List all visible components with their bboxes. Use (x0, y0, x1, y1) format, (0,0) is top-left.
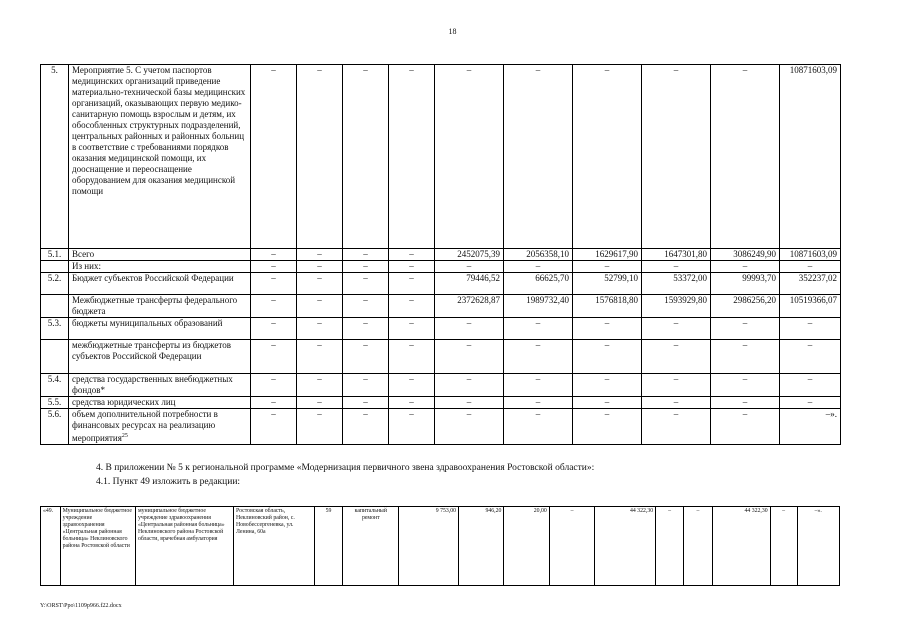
value-cell: – (343, 397, 389, 409)
row-name (69, 295, 251, 318)
value-cell: – (297, 409, 343, 445)
value-cell: – (251, 374, 297, 397)
value-cell: 79446,52 (435, 273, 504, 295)
value-cell: – (573, 340, 642, 374)
value-cell: – (389, 374, 435, 397)
value-cell: 2372628,87 (435, 295, 504, 318)
value-cell: – (251, 340, 297, 374)
value-cell: – (251, 273, 297, 295)
file-path: Y:\ORST\Ppo\1109p966.f22.docx (40, 603, 122, 609)
value-cell: 53372,00 (642, 273, 711, 295)
row-name-text: Из них: (72, 261, 101, 271)
item-49-row (41, 507, 840, 586)
item-cell: Ростовская область, Неклиновский район, с. Новобессергеневка, ул. Ленина, 60а (234, 507, 315, 586)
value-cell: – (343, 249, 389, 261)
value-cell: – (389, 318, 435, 340)
value-cell: – (642, 261, 711, 273)
value-cell: – (642, 65, 711, 249)
value-cell: – (573, 318, 642, 340)
value-cell: 10871603,09 (780, 249, 841, 261)
row-name-text: Бюджет субъектов Российской Федерации (72, 273, 234, 283)
value-cell: – (297, 397, 343, 409)
value-cell: – (504, 261, 573, 273)
value-cell: – (297, 261, 343, 273)
value-cell: – (343, 261, 389, 273)
value-cell: 1989732,40 (504, 295, 573, 318)
value-cell: – (251, 397, 297, 409)
row-name-text: средства юридических лиц (72, 397, 176, 407)
value-cell: – (573, 374, 642, 397)
value-cell: – (642, 340, 711, 374)
value-cell: – (573, 409, 642, 445)
row-name (69, 65, 251, 249)
row-number: 5.6. (41, 409, 69, 445)
value-cell: – (297, 273, 343, 295)
item-cell: Муниципальное бюджетное учреждение здравоохранения «Центральная районная больница» Неклиновского района Ростовской области (60, 507, 135, 586)
value-cell: – (389, 273, 435, 295)
value-cell: – (435, 374, 504, 397)
value-cell: 2452075,39 (435, 249, 504, 261)
item-cell: 20,00 (504, 507, 549, 586)
value-cell: – (504, 409, 573, 445)
value-cell: – (389, 249, 435, 261)
value-cell: – (343, 340, 389, 374)
row-name (69, 273, 251, 295)
item-49-table (40, 506, 840, 586)
item-cell: – (549, 507, 594, 586)
value-cell: – (711, 409, 780, 445)
table-row (41, 273, 841, 295)
value-cell: – (573, 261, 642, 273)
item-cell: 44 322,30 (712, 507, 770, 586)
row-name-text: межбюджетные трансферты из бюджетов субъектов Российской Федерации (72, 340, 231, 361)
row-name (69, 261, 251, 273)
row-name-text: средства государственных внебюджетных фондов* (72, 374, 233, 395)
value-cell: 1593929,80 (642, 295, 711, 318)
amendment-subparagraph: 4.1. Пункт 49 изложить в редакции: (96, 477, 241, 487)
value-cell: 66625,70 (504, 273, 573, 295)
row-name-text: Мероприятие 5. С учетом паспортов медицинских организаций приведение материально-технической базы медицинских организаций, оказывающих первую медико-санитарную помощь взрослым и детям, их обособленных структурных подразделений, центральных районных и районных больниц в соответствие с требованиями порядков оказания медицинской помощи, их дооснащение и переоснащение оборудованием для оказания медицинской помощи (72, 65, 246, 196)
value-cell: – (504, 65, 573, 249)
value-cell: – (780, 397, 841, 409)
row-number: 5.3. (41, 318, 69, 340)
value-cell: – (343, 318, 389, 340)
row-number: 5.1. (41, 249, 69, 261)
value-cell: – (435, 409, 504, 445)
value-cell: – (711, 318, 780, 340)
value-cell: – (389, 397, 435, 409)
value-cell: – (297, 374, 343, 397)
value-cell: – (435, 397, 504, 409)
value-cell: – (297, 340, 343, 374)
row-number: 5.4. (41, 374, 69, 397)
value-cell: – (711, 397, 780, 409)
value-cell: – (504, 397, 573, 409)
value-cell: – (780, 318, 841, 340)
row-number (41, 261, 69, 273)
row-name-text: Всего (72, 249, 95, 259)
item-cell: 946,20 (459, 507, 504, 586)
value-cell: – (504, 374, 573, 397)
value-cell: – (251, 65, 297, 249)
value-cell: – (711, 340, 780, 374)
value-cell: – (389, 409, 435, 445)
value-cell: – (297, 65, 343, 249)
value-cell: – (435, 318, 504, 340)
item-cell: – (770, 507, 797, 586)
item-cell: 59 (314, 507, 343, 586)
value-cell: – (780, 261, 841, 273)
value-cell: – (251, 261, 297, 273)
row-name-text: Межбюджетные трансферты федерального бюджета (72, 295, 238, 316)
value-cell: 52799,10 (573, 273, 642, 295)
value-cell: – (251, 295, 297, 318)
value-cell: – (435, 340, 504, 374)
value-cell: – (711, 374, 780, 397)
value-cell: – (343, 295, 389, 318)
value-cell: – (251, 409, 297, 445)
item-cell: капитальный ремонт (343, 507, 399, 586)
page-number: 18 (448, 27, 457, 36)
table-row (41, 409, 841, 445)
row-number (41, 295, 69, 318)
value-cell: – (573, 65, 642, 249)
value-cell: – (389, 340, 435, 374)
table-row (41, 318, 841, 340)
value-cell: 1576818,80 (573, 295, 642, 318)
row-name (69, 340, 251, 374)
item-cell: –». (797, 507, 840, 586)
row-name (69, 397, 251, 409)
value-cell: 1647301,80 (642, 249, 711, 261)
value-cell: – (642, 397, 711, 409)
item-cell: 44 322,30 (595, 507, 656, 586)
item-cell: муниципальное бюджетное учреждение здравоохранения «Центральная районная больница» Неклиновского района Ростовской области, врачебная амбулатория (135, 507, 233, 586)
value-cell: 352237,02 (780, 273, 841, 295)
row-name (69, 249, 251, 261)
value-cell: – (251, 249, 297, 261)
value-cell: – (251, 318, 297, 340)
value-cell: – (435, 65, 504, 249)
value-cell: – (297, 318, 343, 340)
value-cell: – (343, 65, 389, 249)
value-cell: – (435, 261, 504, 273)
row-number: 5. (41, 65, 69, 249)
value-cell: 3086249,90 (711, 249, 780, 261)
value-cell: – (642, 374, 711, 397)
value-cell: – (297, 295, 343, 318)
value-cell: – (642, 318, 711, 340)
row-number: 5.2. (41, 273, 69, 295)
funding-table (40, 64, 841, 445)
row-name-text: объем дополнительной потребности в финансовых ресурсах на реализацию мероприятия (72, 409, 218, 443)
value-cell: – (504, 340, 573, 374)
value-cell: – (711, 65, 780, 249)
table-row (41, 249, 841, 261)
value-cell: – (389, 65, 435, 249)
table-row (41, 397, 841, 409)
row-name (69, 409, 251, 445)
item-cell: – (656, 507, 684, 586)
value-cell: – (343, 374, 389, 397)
item-cell: 9 753,00 (399, 507, 459, 586)
value-cell: – (573, 397, 642, 409)
value-cell: –». (780, 409, 841, 445)
table-row (41, 65, 841, 249)
table-row (41, 261, 841, 273)
amendment-paragraph: 4. В приложении № 5 к региональной программе «Модернизация первичного звена здравоохранения Ростовской области»: (96, 463, 595, 473)
value-cell: – (389, 261, 435, 273)
value-cell: – (780, 374, 841, 397)
value-cell: – (343, 409, 389, 445)
table-row (41, 295, 841, 318)
value-cell: – (389, 295, 435, 318)
value-cell: – (504, 318, 573, 340)
row-name (69, 374, 251, 397)
item-cell: – (683, 507, 712, 586)
table-row (41, 374, 841, 397)
table-row (41, 340, 841, 374)
row-name (69, 318, 251, 340)
value-cell: 99993,70 (711, 273, 780, 295)
value-cell: 2986256,20 (711, 295, 780, 318)
value-cell: 10519366,07 (780, 295, 841, 318)
row-number: 5.5. (41, 397, 69, 409)
value-cell: 1629617,90 (573, 249, 642, 261)
value-cell: 2056358,10 (504, 249, 573, 261)
value-cell: – (642, 409, 711, 445)
value-cell: – (343, 273, 389, 295)
row-number (41, 340, 69, 374)
value-cell: 10871603,09 (780, 65, 841, 249)
row-name-text: бюджеты муниципальных образований (72, 318, 223, 328)
value-cell: – (780, 340, 841, 374)
item-cell: «49. (41, 507, 61, 586)
value-cell: – (711, 261, 780, 273)
value-cell: – (297, 249, 343, 261)
footnote-mark: 25 (121, 433, 128, 439)
